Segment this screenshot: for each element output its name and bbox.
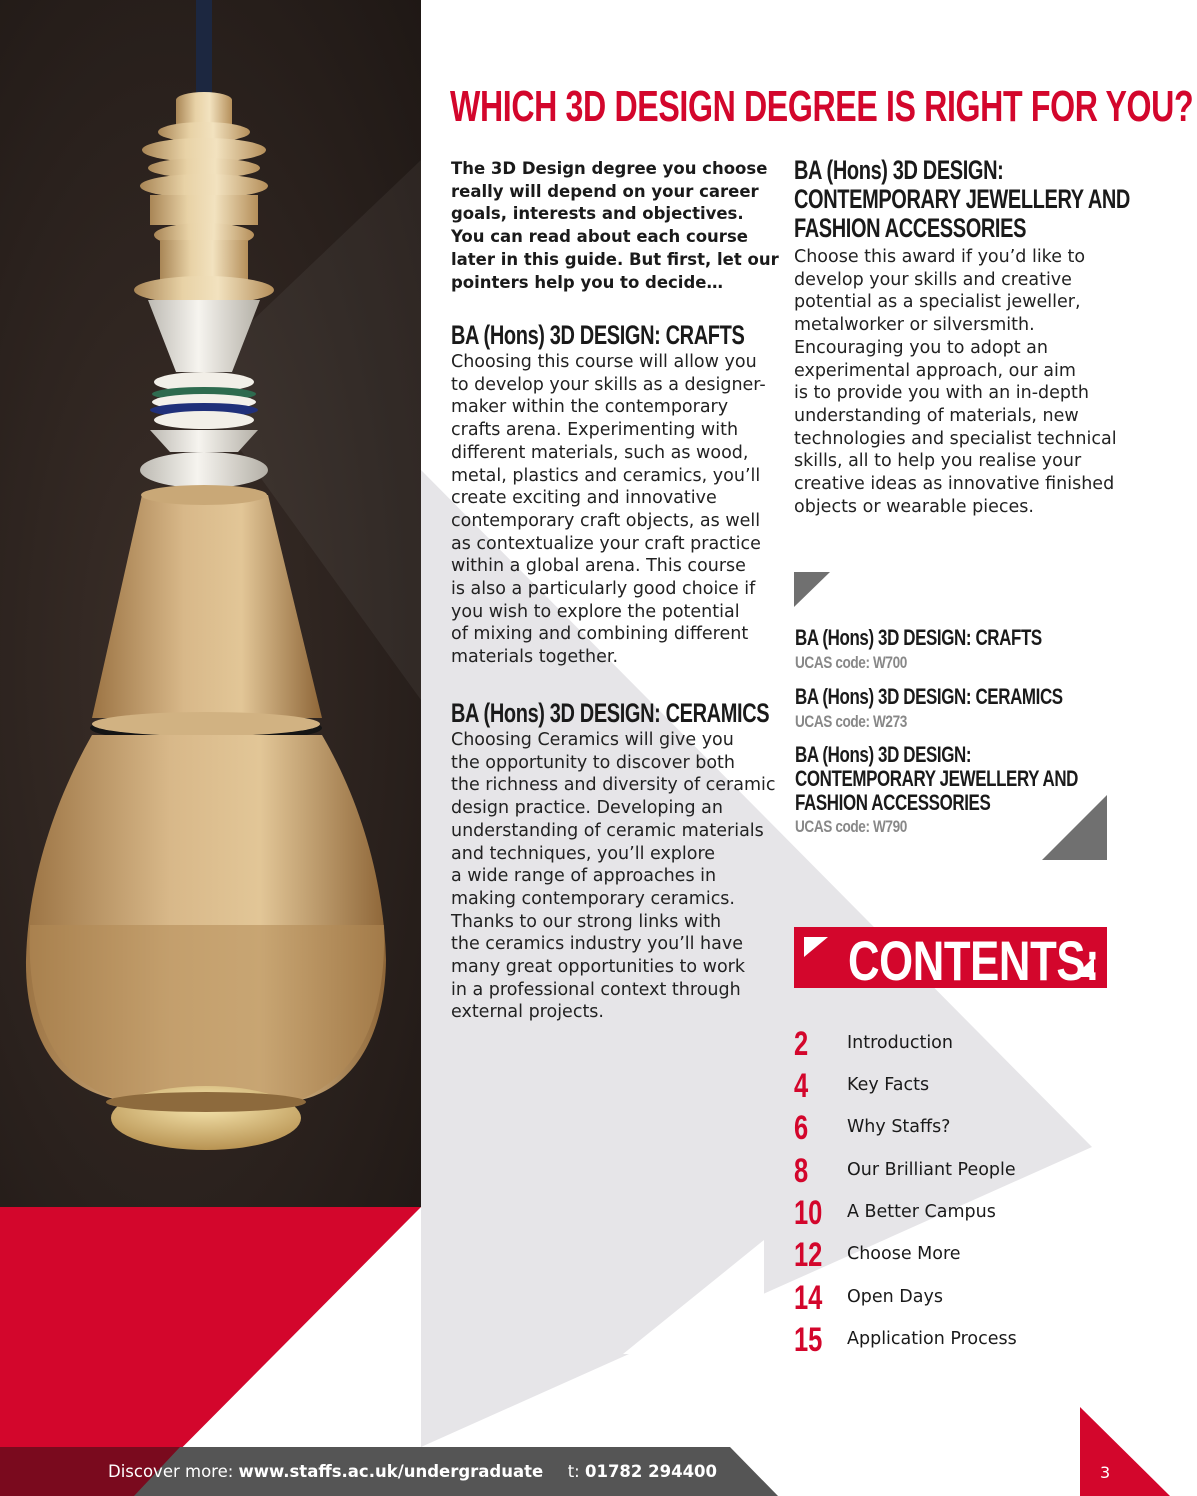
ceramics-line: external projects. xyxy=(451,1002,604,1023)
jewellery-heading-line: CONTEMPORARY JEWELLERY AND xyxy=(794,184,1130,214)
toc-item-application-process[interactable] xyxy=(794,1321,1114,1361)
toc-item-key-facts[interactable] xyxy=(794,1067,1114,1107)
toc-item-our-brilliant-people[interactable] xyxy=(794,1152,1114,1192)
toc-item-a-better-campus[interactable] xyxy=(794,1194,1114,1234)
toc-label: A Better Campus xyxy=(847,1202,996,1222)
toc-item-why-staffs[interactable] xyxy=(794,1109,1114,1149)
toc-page-number: 15 xyxy=(794,1321,823,1359)
ucas-title: BA (Hons) 3D DESIGN: CERAMICS xyxy=(795,684,1063,709)
jewellery-line: is to provide you with an in-depth xyxy=(794,383,1089,404)
ucas-code: UCAS code: W700 xyxy=(795,653,907,672)
footer-prefix: Discover more: xyxy=(108,1462,239,1481)
crafts-line: is also a particularly good choice if xyxy=(451,579,756,600)
intro-line: really will depend on your career xyxy=(451,181,759,201)
ceramics-line: the ceramics industry you’ll have xyxy=(451,934,743,955)
page-title: WHICH 3D DESIGN DEGREE IS RIGHT FOR YOU? xyxy=(450,82,1194,131)
toc-page-number: 10 xyxy=(794,1194,823,1232)
intro-line: later in this guide. But first, let our xyxy=(451,249,779,269)
footer-phone: 01782 294400 xyxy=(584,1462,718,1481)
toc-page-number: 4 xyxy=(794,1067,809,1105)
contents-heading: CONTENTS: xyxy=(848,929,1100,992)
ceramics-line: many great opportunities to work xyxy=(451,957,745,978)
ceramics-heading: BA (Hons) 3D DESIGN: CERAMICS xyxy=(451,698,770,728)
toc-label: Our Brilliant People xyxy=(847,1160,1016,1180)
toc-label: Introduction xyxy=(847,1033,953,1053)
crafts-line: within a global arena. This course xyxy=(451,556,746,577)
crafts-line: you wish to explore the potential xyxy=(451,601,740,622)
jewellery-body xyxy=(794,246,1117,518)
ceramics-line: the richness and diversity of ceramic xyxy=(451,775,776,796)
intro-line: pointers help you to decide… xyxy=(451,272,723,292)
toc-page-number: 14 xyxy=(794,1279,823,1317)
crafts-line: create exciting and innovative xyxy=(451,488,717,509)
ucas-entry xyxy=(795,743,1163,837)
jewellery-line: technologies and specialist technical xyxy=(794,428,1117,449)
jewellery-line: understanding of materials, new xyxy=(794,405,1079,426)
ucas-title: BA (Hons) 3D DESIGN: xyxy=(795,742,972,767)
crafts-line: of mixing and combining different xyxy=(451,624,749,645)
page-number: 3 xyxy=(1100,1463,1111,1482)
toc-label: Choose More xyxy=(847,1244,961,1264)
crafts-line: different materials, such as wood, xyxy=(451,442,749,463)
toc-label: Why Staffs? xyxy=(847,1117,951,1137)
jewellery-line: metalworker or silversmith. xyxy=(794,315,1035,336)
toc-item-open-days[interactable] xyxy=(794,1279,1114,1319)
jewellery-line: Choose this award if you’d like to xyxy=(794,247,1086,267)
ucas-code: UCAS code: W790 xyxy=(795,817,907,836)
footer xyxy=(108,1462,717,1481)
toc-item-introduction[interactable] xyxy=(794,1025,1114,1065)
crafts-line: to develop your skills as a designer- xyxy=(451,374,766,395)
crafts-line: materials together. xyxy=(451,647,619,668)
footer-phone-prefix: t: xyxy=(567,1462,585,1481)
ucas-title: FASHION ACCESSORIES xyxy=(795,790,991,815)
jewellery-line: develop your skills and creative xyxy=(794,269,1072,290)
crafts-line: maker within the contemporary xyxy=(451,397,729,418)
ceramics-line: and techniques, you’ll explore xyxy=(451,843,716,864)
jewellery-heading-line: FASHION ACCESSORIES xyxy=(794,213,1027,243)
toc-page-number: 2 xyxy=(794,1025,809,1063)
ceramics-line: Choosing Ceramics will give you xyxy=(451,730,734,750)
jewellery-line: experimental approach, our aim xyxy=(794,360,1076,381)
ceramics-line: Thanks to our strong links with xyxy=(451,911,722,932)
intro-paragraph xyxy=(451,158,779,294)
ceramics-line: the opportunity to discover both xyxy=(451,752,735,773)
ceramics-line: understanding of ceramic materials xyxy=(451,820,764,841)
jewellery-line: objects or wearable pieces. xyxy=(794,496,1034,517)
toc-label: Key Facts xyxy=(847,1075,930,1095)
crafts-line: metal, plastics and ceramics, you’ll xyxy=(451,465,761,486)
ucas-code: UCAS code: W273 xyxy=(795,712,907,731)
jewellery-line: skills, all to help you realise your xyxy=(794,451,1082,472)
ceramics-line: a wide range of approaches in xyxy=(451,866,717,887)
intro-line: You can read about each course xyxy=(451,227,748,247)
jewellery-heading-line: BA (Hons) 3D DESIGN: xyxy=(794,155,1004,185)
ucas-title: BA (Hons) 3D DESIGN: CRAFTS xyxy=(795,625,1042,650)
crafts-line: contemporary craft objects, as well xyxy=(451,510,761,531)
footer-url-link[interactable]: www.staffs.ac.uk/undergraduate xyxy=(238,1462,544,1481)
toc-page-number: 8 xyxy=(794,1152,809,1190)
crafts-heading: BA (Hons) 3D DESIGN: CRAFTS xyxy=(451,320,745,350)
intro-line: goals, interests and objectives. xyxy=(451,204,744,224)
crafts-line: as contextualize your craft practice xyxy=(451,533,761,554)
crafts-line: crafts arena. Experimenting with xyxy=(451,420,739,441)
crafts-line: Choosing this course will allow you xyxy=(451,352,757,372)
jewellery-heading xyxy=(794,156,1197,243)
toc-page-number: 6 xyxy=(794,1109,809,1147)
ceramics-line: making contemporary ceramics. xyxy=(451,888,735,909)
ceramics-line: design practice. Developing an xyxy=(451,798,723,819)
ucas-entry xyxy=(795,684,1143,732)
jewellery-line: potential as a specialist jeweller, xyxy=(794,292,1081,313)
toc-page-number: 12 xyxy=(794,1236,823,1274)
toc-label: Open Days xyxy=(847,1287,943,1307)
ceramics-body xyxy=(451,729,776,1024)
ceramics-line: in a professional context through xyxy=(451,979,741,1000)
crafts-body xyxy=(451,351,766,669)
intro-line: The 3D Design degree you choose xyxy=(451,159,768,178)
toc-label: Application Process xyxy=(847,1329,1017,1349)
lamp-photo xyxy=(0,0,421,1207)
jewellery-line: creative ideas as innovative finished xyxy=(794,474,1115,495)
ucas-entry xyxy=(795,625,1116,673)
jewellery-line: Encouraging you to adopt an xyxy=(794,337,1048,358)
toc-item-choose-more[interactable] xyxy=(794,1236,1114,1276)
ucas-title: CONTEMPORARY JEWELLERY AND xyxy=(795,766,1079,791)
